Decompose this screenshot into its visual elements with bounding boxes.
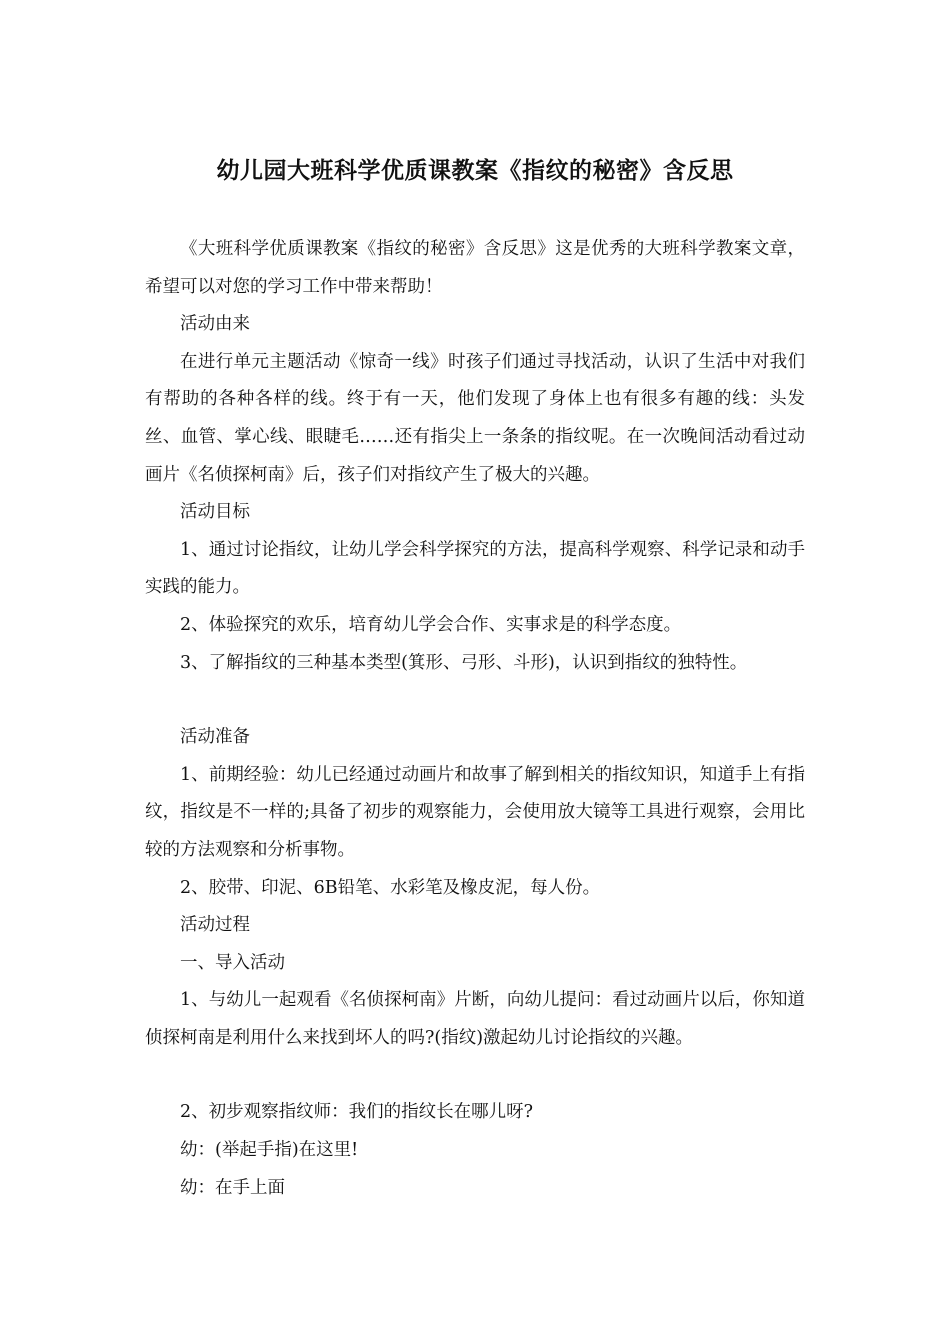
heading-intro-activity: 一、导入活动	[180, 952, 285, 973]
heading-activity-process: 活动过程	[180, 915, 250, 936]
paragraph-process-2: 2、初步观察指纹师：我们的指纹长在哪儿呀?	[180, 1102, 534, 1123]
paragraph-goal-3: 3、了解指纹的三种基本类型(箕形、弓形、斗形)，认识到指纹的独特性。	[180, 652, 748, 673]
paragraph-activity-origin: 在进行单元主题活动《惊奇一线》时孩子们通过寻找活动，认识了生活中对我们有帮助的各种各样的线。终于有一天，他们发现了身体上也有很多有趣的线：头发丝、血管、掌心线、眼睫毛……还有指尖上一条条的指纹呢。在一次晚间活动看过动画片《名侦探柯南》后，孩子们对指纹产生了极大的兴趣。	[145, 351, 805, 485]
heading-activity-preparation: 活动准备	[180, 727, 250, 748]
paragraph-process-1: 1、与幼儿一起观看《名侦探柯南》片断，向幼儿提问：看过动画片以后，你知道侦探柯南是利用什么来找到坏人的吗?(指纹)激起幼儿讨论指纹的兴趣。	[145, 990, 805, 1048]
heading-activity-goals: 活动目标	[180, 502, 250, 523]
paragraph-child-reply-2: 幼：在手上面	[180, 1177, 285, 1198]
document-title: 幼儿园大班科学优质课教案《指纹的秘密》含反思	[216, 158, 734, 184]
paragraph-preparation-2: 2、胶带、印泥、6B铅笔、水彩笔及橡皮泥，每人份。	[180, 877, 601, 898]
heading-activity-origin: 活动由来	[180, 314, 250, 335]
document-body	[145, 231, 805, 1207]
paragraph-intro: 《大班科学优质课教案《指纹的秘密》含反思》这是优秀的大班科学教案文章，希望可以对您的学习工作中带来帮助！	[145, 239, 805, 297]
paragraph-goal-1: 1、通过讨论指纹，让幼儿学会科学探究的方法，提高科学观察、科学记录和动手实践的能力。	[145, 539, 805, 598]
paragraph-child-reply-1: 幼：(举起手指)在这里!	[180, 1140, 359, 1161]
paragraph-preparation-1: 1、前期经验：幼儿已经通过动画片和故事了解到相关的指纹知识，知道手上有指纹，指纹是不一样的;具备了初步的观察能力，会使用放大镜等工具进行观察，会用比较的方法观察和分析事物。	[145, 764, 805, 860]
paragraph-spacer	[145, 1057, 805, 1094]
paragraph-goal-2: 2、体验探究的欢乐，培育幼儿学会合作、实事求是的科学态度。	[180, 614, 682, 635]
paragraph-spacer	[145, 682, 805, 719]
